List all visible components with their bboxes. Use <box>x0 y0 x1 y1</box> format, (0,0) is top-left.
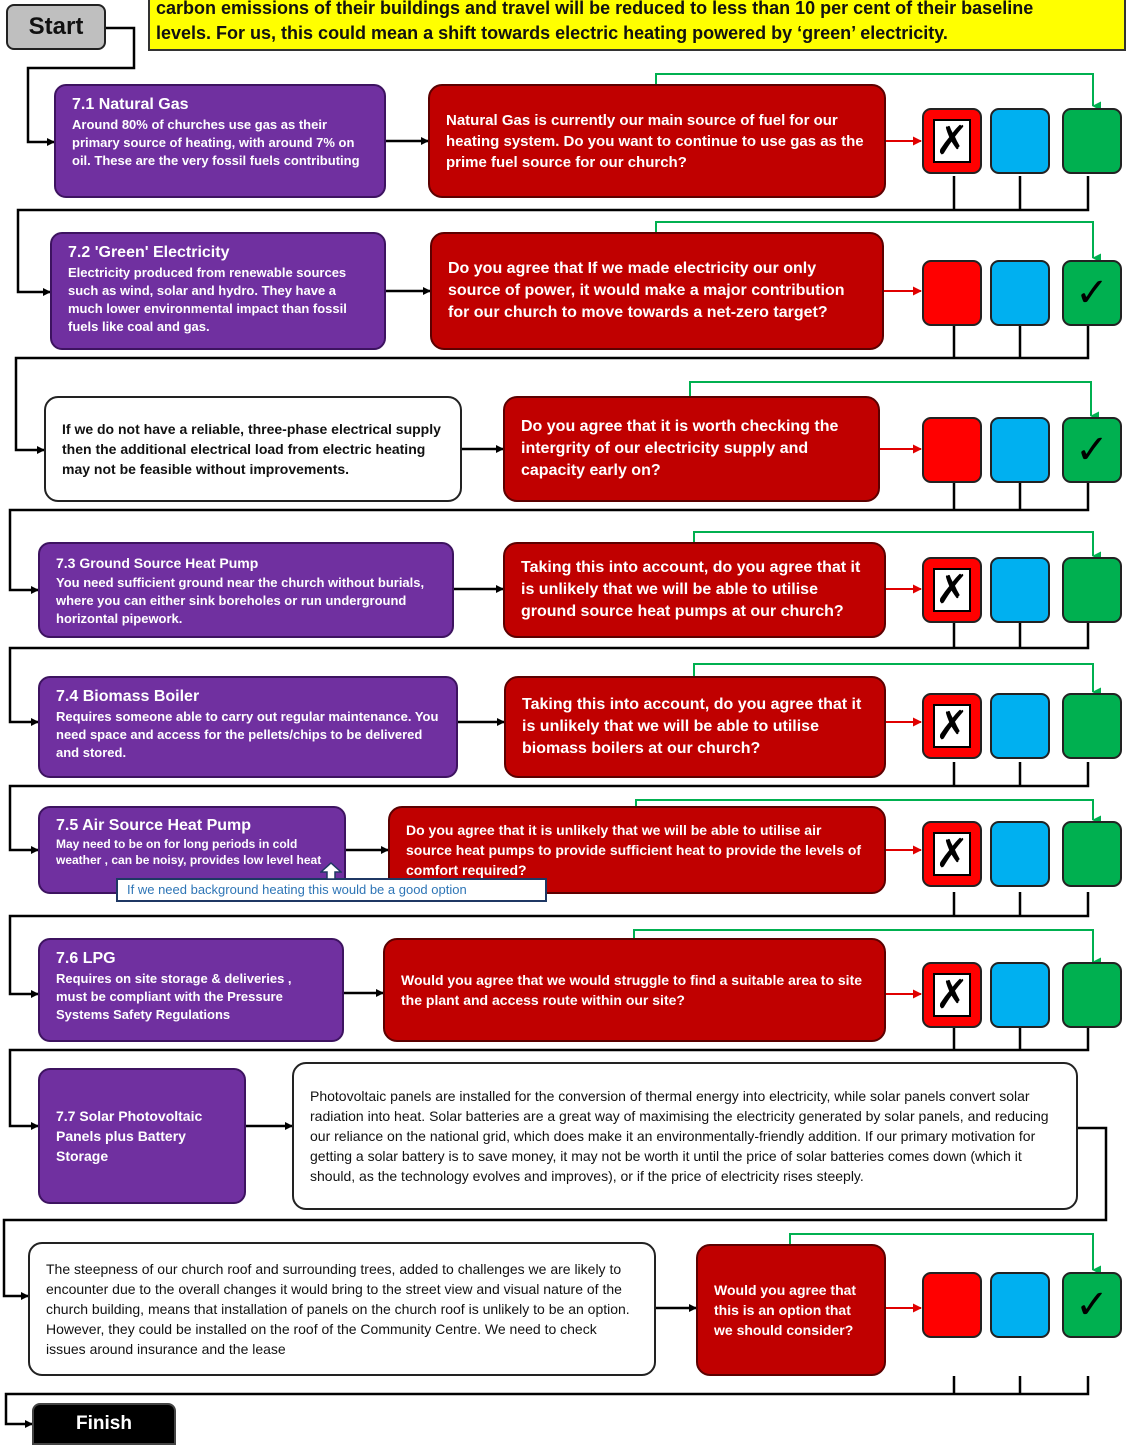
info-text: The steepness of our church roof and surrounding trees, added to challenges we are likely to encounter due to the overall changes it would bring to the street view and visual nature of the church building, means that installation of panels on the church roof is unlikely to be an option. However, they could be installed on the roof of the Community Centre. We need to check issues around insurance and the lease <box>46 1261 630 1357</box>
section-green-electricity <box>50 232 386 350</box>
cross-icon: ✗ <box>933 119 971 163</box>
cross-icon: ✗ <box>933 704 971 748</box>
question-text: Do you agree that If we made electricity our only source of power, it would make a major contribution for our church to move towards a net-zero target? <box>448 260 845 321</box>
info-church-roof <box>28 1242 656 1376</box>
tick-icon: ✓ <box>1075 1283 1109 1327</box>
start-node: Start <box>6 4 106 50</box>
section-ground-source-heat-pump <box>38 542 454 638</box>
answer-maybe-ground-source-heat-pump[interactable] <box>990 557 1050 623</box>
cross-icon: ✗ <box>933 568 971 612</box>
section-title: 7.7 Solar Photovoltaic Panels plus Battery Storage <box>56 1108 203 1164</box>
question-electrical-supply <box>503 396 880 502</box>
answer-yes-lpg[interactable] <box>1062 962 1122 1028</box>
cross-icon: ✗ <box>933 832 971 876</box>
question-ground-source-heat-pump <box>503 542 886 638</box>
section-title: 7.2 'Green' Electricity <box>68 244 230 261</box>
question-text: Taking this into account, do you agree that it is unlikely that we will be able to utilise biomass boilers at our church? <box>522 696 862 757</box>
answer-maybe-lpg[interactable] <box>990 962 1050 1028</box>
answer-no-biomass-boiler[interactable] <box>922 693 982 759</box>
finish-node: Finish <box>32 1403 176 1445</box>
section-biomass-boiler <box>38 676 458 778</box>
answer-maybe-biomass-boiler[interactable] <box>990 693 1050 759</box>
question-text: Would you agree that this is an option that we should consider? <box>714 1282 857 1338</box>
question-biomass-boiler <box>504 676 886 778</box>
section-description: Requires someone able to carry out regular maintenance. You need space and access for the pellets/chips to be delivered and stored. <box>56 709 439 760</box>
answer-no-church-roof[interactable] <box>922 1272 982 1338</box>
question-lpg <box>383 938 886 1042</box>
section-description: May need to be on for long periods in cold weather , can be noisy, provides low level heat <box>56 837 322 867</box>
section-title: 7.6 LPG <box>56 950 116 967</box>
cross-icon: ✗ <box>933 973 971 1017</box>
answer-yes-natural-gas[interactable] <box>1062 108 1122 174</box>
answer-yes-ground-source-heat-pump[interactable] <box>1062 557 1122 623</box>
answer-yes-church-roof[interactable] <box>1062 1272 1122 1338</box>
question-natural-gas <box>428 84 886 198</box>
section-title: 7.5 Air Source Heat Pump <box>56 817 252 834</box>
question-green-electricity <box>430 232 884 350</box>
section-natural-gas <box>54 84 386 198</box>
answer-no-lpg[interactable] <box>922 962 982 1028</box>
section-description: Requires on site storage & deliveries , must be compliant with the Pressure Systems Safety Regulations <box>56 971 292 1022</box>
tick-icon: ✓ <box>1075 271 1109 315</box>
answer-no-ground-source-heat-pump[interactable] <box>922 557 982 623</box>
answer-maybe-natural-gas[interactable] <box>990 108 1050 174</box>
question-text: Do you agree that it is unlikely that we will be able to utilise air source heat pumps to provide sufficient heat to provide the levels of comfort required? <box>406 822 862 878</box>
question-text: Do you agree that it is worth checking the intergrity of our electricity supply and capacity early on? <box>521 418 839 479</box>
answer-yes-biomass-boiler[interactable] <box>1062 693 1122 759</box>
question-text: Natural Gas is currently our main source of fuel for our heating system. Do you want to continue to use gas as the prime fuel source for our church? <box>446 111 864 171</box>
intro-banner <box>148 0 1126 51</box>
section-description: Around 80% of churches use gas as their primary source of heating, with around 7% on oil. These are the very fossil fuels contributing <box>72 117 360 168</box>
question-text: Taking this into account, do you agree that it is unlikely that we will be able to utilise ground source heat pumps at our church? <box>521 559 861 620</box>
info-text: If we do not have a reliable, three-phase electrical supply then the additional electrical load from electric heating may not be feasible without improvements. <box>62 421 441 477</box>
section-title: 7.4 Biomass Boiler <box>56 688 200 705</box>
info-electrical-supply <box>44 396 462 502</box>
answer-yes-electrical-supply[interactable] <box>1062 417 1122 483</box>
up-arrow-icon <box>320 862 342 880</box>
answer-maybe-church-roof[interactable] <box>990 1272 1050 1338</box>
answer-maybe-green-electricity[interactable] <box>990 260 1050 326</box>
answer-no-electrical-supply[interactable] <box>922 417 982 483</box>
section-solar-pv <box>38 1068 246 1204</box>
answer-maybe-air-source-heat-pump[interactable] <box>990 821 1050 887</box>
answer-no-air-source-heat-pump[interactable] <box>922 821 982 887</box>
section-title: 7.1 Natural Gas <box>72 96 189 113</box>
section-description: You need sufficient ground near the church without burials, where you can either sink boreholes or run underground horizontal pipework. <box>56 575 425 626</box>
info-text: Photovoltaic panels are installed for the conversion of thermal energy into electricity, while solar panels convert solar radiation into heat. Solar batteries are a great way of maximising the electricity generated by solar panels, and reducing our reliance on the national grid, which does make it an environmentally-friendly addition. If our primary motivation for getting a solar battery is to save money, it may not be worth it until the price of solar batteries comes down (which it should, as the technology evolves and improves), or if the price of electricity rises steeply. <box>310 1088 1049 1184</box>
answer-no-green-electricity[interactable] <box>922 260 982 326</box>
air-source-note: If we need background heating this would be a good option <box>116 878 547 902</box>
banner-line-2: levels. For us, this could mean a shift towards electric heating powered by ‘green’ electricity. <box>156 23 948 43</box>
info-solar-pv <box>292 1062 1078 1210</box>
question-church-roof <box>696 1244 886 1376</box>
answer-maybe-electrical-supply[interactable] <box>990 417 1050 483</box>
answer-no-natural-gas[interactable] <box>922 108 982 174</box>
banner-line-1: carbon emissions of their buildings and travel will be reduced to less than 10 per cent of their baseline <box>156 0 1034 18</box>
section-lpg <box>38 938 344 1042</box>
tick-icon: ✓ <box>1075 428 1109 472</box>
section-description: Electricity produced from renewable sources such as wind, solar and hydro. They have a much lower environmental impact than fossil fuels like coal and gas. <box>68 265 347 334</box>
answer-yes-green-electricity[interactable] <box>1062 260 1122 326</box>
question-text: Would you agree that we would struggle to find a suitable area to site the plant and access route within our site? <box>401 972 863 1008</box>
section-title: 7.3 Ground Source Heat Pump <box>56 555 259 571</box>
answer-yes-air-source-heat-pump[interactable] <box>1062 821 1122 887</box>
